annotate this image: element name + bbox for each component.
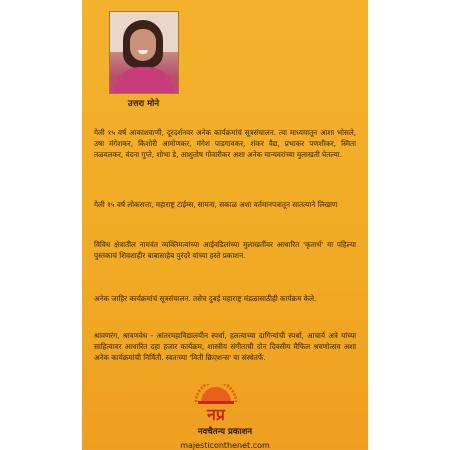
back-cover [82,0,368,450]
logo-text: नप्र [207,405,225,424]
bio-paragraph-5: श्रावणरंग, श्रावणवेध - आंतरमहाविद्यालयीन स्पर्धा, हलत्याच्या दागिन्यांची स्पर्धा, आचार्य अत्रे यांच्या साहित्यावर आधारित दहा हजार कार्यक्रम, शास्त्रीय संगीताची दोन दिवसीय मैफिल श्रवणोत्सव अशा अनेक कार्यक्रमांची निर्मिती. स्वतःच्या 'मिती क्रिएशन्स' या संस्थेतर्फे. [94,331,356,362]
publisher-website: majesticonthenet.com [180,441,270,450]
bio-paragraph-1: गेली १५ वर्ष आकाशवाणी, दूरदर्शनवर अनेक कार्यक्रमांचं सूत्रसंचालन. त्या माध्यमातून आशा भोसले, उषा मंगेशकर, किशोरी आमोणकर, मंगेश पाडगावकर, शंकर वैद्य, प्रभाकर पणशीकर, स्मिता तळवलकर, वंदना गुप्ते, शोभा डे, आशुतोष गोवारीकर अशा अनेक मान्यवरांच्या मुलाखती घेतल्या. [94,128,356,159]
sun-rays-icon [196,384,236,402]
bio-paragraph-2: गेली १५ वर्ष लोकसत्ता, महाराष्ट्र टाईम्स, सामना, सकाळ अशा वर्तमानपत्रातून सातत्याने लिखाण [94,200,338,209]
bio-paragraph-4: अनेक जाहिर कार्यक्रमांचं सूत्रसंचालन. तसेच दुबई महाराष्ट्र मंडळासाठीही कार्यक्रम केले. [94,294,317,303]
bio-paragraph-3: विविध क्षेत्रातील नामवंत व्यक्तिमत्वांच्या आईवडिलांच्या मुलाखतींवर आधारित 'कृतार्थ' या पहिल्या पुस्तकाचं शिवशाहीर बाबासाहेब पुरंदरे यांच्या हस्ते प्रकाशन. [94,240,356,260]
publisher-name: नवचैतन्य प्रकाशन [197,427,253,437]
author-name: उत्तरा मोने [127,99,160,109]
publisher-logo [192,384,240,424]
author-photo [109,11,179,94]
